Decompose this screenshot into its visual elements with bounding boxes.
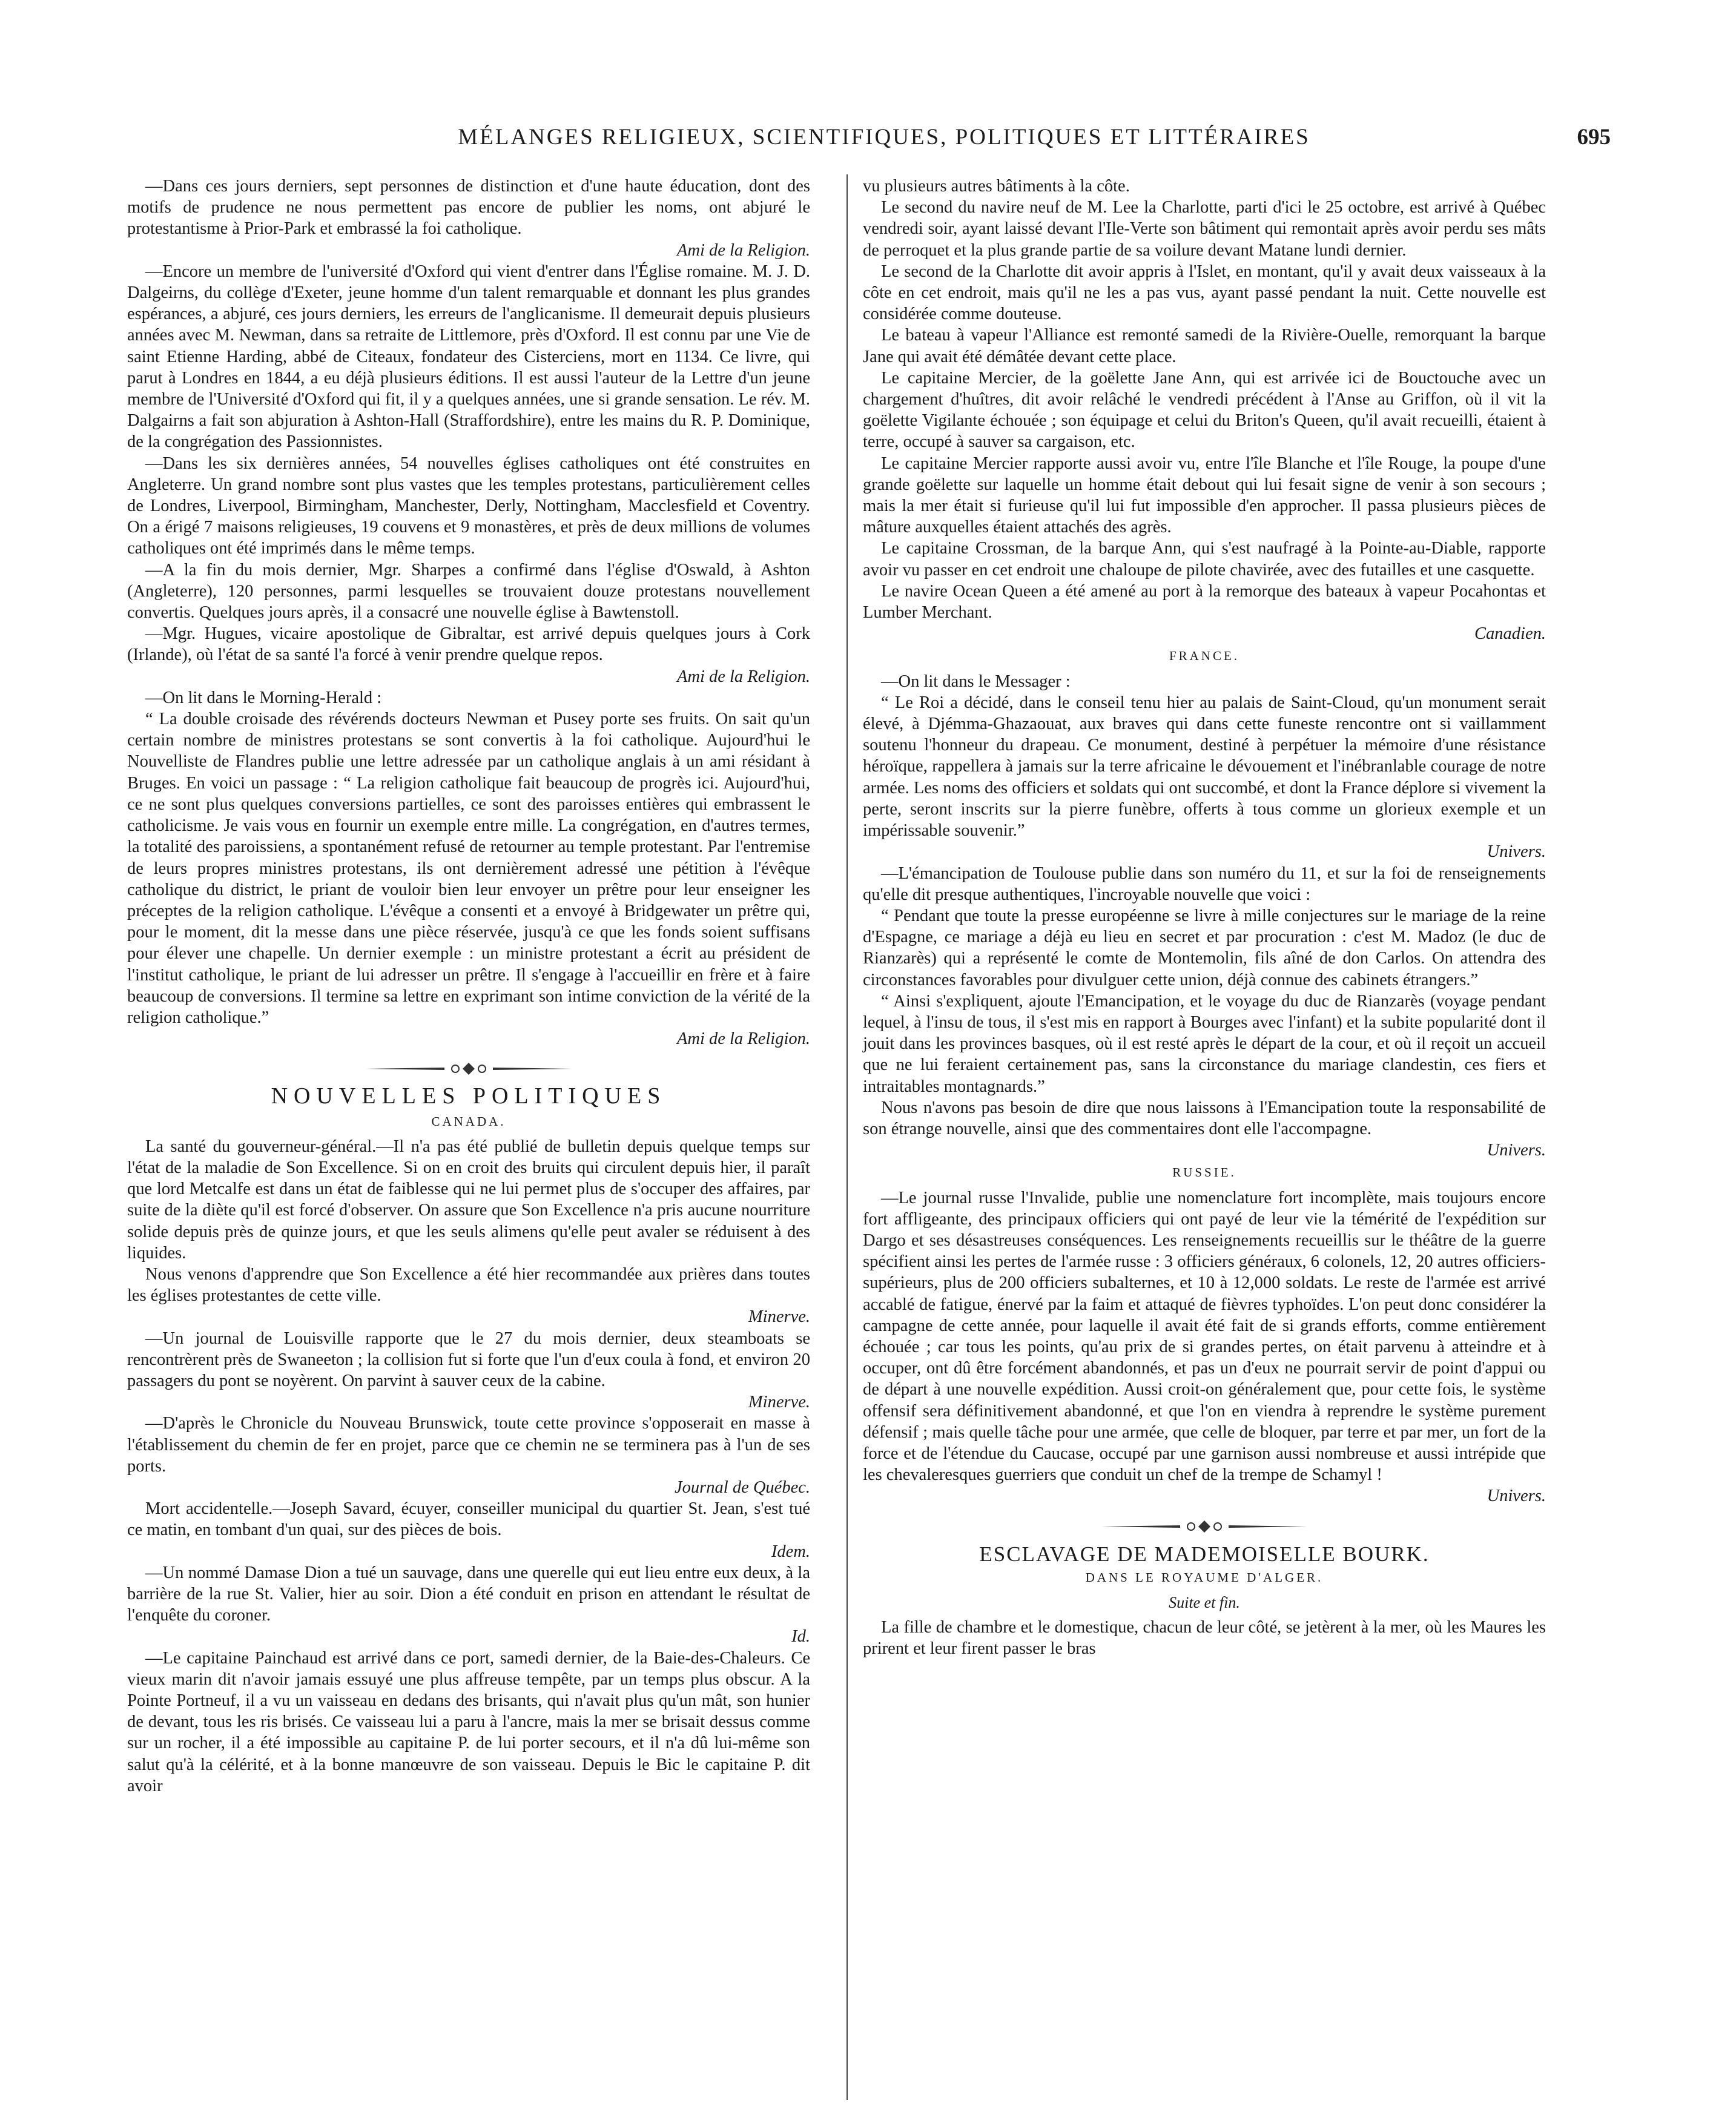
feuilleton-title: ESCLAVAGE DE MADEMOISELLE BOURK. [979,1542,1430,1566]
news-item: —Un journal de Louisville rapporte que le 27 du mois dernier, deux steamboats se rencontrèrent près de Swaneeton ; la collision fut si forte que l'un d'eux coula à fond, et environ 20 passagers du pont se noyèrent. On parvint à sauver ceux de la cabine. [127,1329,810,1390]
article-source: Ami de la Religion. [676,240,810,260]
page-number: 695 [1577,125,1611,150]
article: “ La double croisade des révérends docteurs Newman et Pusey porte ses fruits. On sait qu'un certain nombre de ministres protestans se sont convertis à la foi catholique. Aujourd'hui le Nouvelliste de Flandres publie une lettre adressée par un catholique anglais à un ami résidant à Bruges. En voici un passage : “ La religion catholique fait beaucoup de progrès ici. Aujourd'hui, ce ne sont plus quelques conversions partielles, ce sont des paroisses entières qui embrassent le catholicisme. Je vais vous en fournir un exemple entre mille. La congrégation, en d'autres termes, la totalité des paroissiens, a spontanément refusé de retourner au temple protestant. Par l'entremise de leurs propres ministres protestans, ils ont dernièrement adressé une pétition à l'évêque catholique du district, le priant de vouloir bien leur envoyer un prêtre pour leur enseigner les préceptes de la religion catholique. L'évêque a consenti et a envoyé à Bridgewater un prêtre qui, pour le moment, dit la messe dans une pièce réservée, jusqu'à ce que les fonds soient suffisans pour élever une chapelle. Un dernier exemple : un ministre protestant a écrit au président de l'institut catholique, le priant de lui adresser un prêtre. Il s'engage à l'accueillir en frère et à faire beaucoup de conversions. Il termine sa lettre en exprimant son intime conviction de la vérité de la religion catholique.” [127,710,810,1027]
news-source: Id. [791,1627,810,1646]
article: —Dans les six dernières années, 54 nouvelles églises catholiques ont été construites en Angleterre. Un grand nombre sont plus vastes que les temples protestans, particulièrement celles de Londres, Liverpool, Birmingham, Manchester, Derly, Nottingham, Macclesfield et Coventry. On a érigé 7 maisons religieuses, 19 couvens et 9 monastères, et près de deux millions de volumes catholiques ont été imprimés dans le même temps. [127,454,810,558]
news-item: La santé du gouverneur-général.—Il n'a pas été publié de bulletin depuis quelque temps sur l'état de la maladie de Son Excellence. Si on en croit des bruits qui circulent depuis hier, il paraît que lord Metcalfe est dans un état de faiblesse qui ne lui permet plus de s'occuper des affaires, par suite de la diète qu'il est forcé d'observer. On assure que Son Excellence n'a pris aucune nourriture solide depuis près de quinze jours, et que les seuls alimens qu'elle peut avaler se réduisent à des liquides. [127,1137,810,1263]
news-item: Le bateau à vapeur l'Alliance est remonté samedi de la Rivière-Ouelle, remorquant la barque Jane qui avait été démâtée devant cette place. [863,326,1546,366]
ornament-divider [360,1060,578,1077]
news-item: —Le journal russe l'Invalide, publie une nomenclature fort incomplète, mais toujours encore fort affligeante, des principaux officiers qui ont payé de leur vie la témérité de l'expédition sur Dargo et ses désastreuses conséquences. Les renseignements recueillis sur le théâtre de la guerre spécifient ainsi les pertes de l'armée russe : 3 officiers généraux, 6 colonels, 12, 20 autres officiers-supérieurs, plus de 200 officiers subalternes, et 10 à 12,000 soldats. Le reste de l'armée est arrivé accablé de fatigue, énervé par la faim et attaqué de fièvres typhoïdes. L'on peut donc considérer la campagne de cette année, pour laquelle il avait été fait de si grands efforts, comme entièrement échouée ; car tous les points, qu'au prix de si grandes pertes, on était parvenu à atteindre et à occuper, ont dû être forcément abandonnés, et pas un d'eux ne pourrait servir de point d'appui ou de départ à une nouvelle expédition. Aussi croit-on généralement que, pour cette fois, le système offensif sera définitivement abandonné, et que l'on en viendra à reprendre le système purement défensif ; mais quelle tâche pour une armée, que celle de bloquer, par terre et par mer, un fort de la force et de l'étendue du Caucase, occupé par une garnison aussi nombreuse et aussi intrépide que les chevaleresques guerriers que conduit un chef de la trempe de Schamyl ! [863,1188,1546,1485]
ornament-divider [1095,1518,1313,1535]
news-source: Univers. [1487,1487,1546,1506]
news-source: Minerve. [748,1307,810,1327]
news-item: Le capitaine Crossman, de la barque Ann, qui s'est naufragé à la Pointe-au-Diable, rapporte avoir vu passer en cet endroit une chaloupe de pilote chavirée, avec des futailles et une casquette. [863,539,1546,579]
feuilleton-note: Suite et fin. [1169,1594,1240,1611]
news-item: Le second du navire neuf de M. Lee la Charlotte, parti d'ici le 25 octobre, est arrivé à Québec vendredi soir, ayant laissé devant l'Ile-Verte son bâtiment qui remontait après avoir perdu ses mâts de perroquet et la plus grande partie de sa voilure devant Matane lundi dernier. [863,198,1546,260]
canada-news [127,1136,810,1797]
left-column [127,176,810,1797]
news-source: Canadien. [1474,624,1546,644]
news-item: Mort accidentelle.—Joseph Savard, écuyer, conseiller municipal du quartier St. Jean, s'est tué ce matin, en tombant d'un quai, sur des pièces de bois. [127,1499,810,1540]
feuilleton-text: La fille de chambre et le domestique, chacun de leur côté, se jetèrent à la mer, où les Maures les prirent et leur firent passer le bras [863,1618,1546,1659]
news-item: Nous venons d'apprendre que Son Excellence a été hier recommandée aux prières dans toutes les églises protestantes de cette ville. [127,1264,810,1306]
religious-news [127,176,810,1049]
running-title: MÉLANGES RELIGIEUX, SCIENTIFIQUES, POLITIQUES ET LITTÉRAIRES [458,125,1310,150]
page-header [157,124,1611,160]
news-source: Univers. [1487,1141,1546,1160]
news-source: Minerve. [748,1393,810,1412]
news-item: Le capitaine Mercier rapporte aussi avoir vu, entre l'île Blanche et l'île Rouge, la poupe d'une grande goëlette sur laquelle un homme était debout qui lui fesait signe de venir à son secours ; mais la mer était si furieuse qu'il lui fut impossible d'en approcher. Il passa plusieurs pièces de mâture auxquelles étaient attachés des agrès. [863,454,1546,537]
news-item: “ Pendant que toute la presse européenne se livre à mille conjectures sur le mariage de la reine d'Espagne, ce mariage a déjà eu lieu en secret et par procuration : c'est M. Madoz (le duc de Rianzarès) qui a représenté le comte de Montemolin, fils aîné de don Carlos. On attendra des circonstances favorables pour divulguer cette union, déjà connue des cabinets étrangers.” [863,906,1546,989]
russie-heading: RUSSIE. [1172,1165,1236,1180]
news-item: “ Ainsi s'expliquent, ajoute l'Emancipation, et le voyage du duc de Rianzarès (voyage pendant lequel, à l'insu de tous, il s'est mis en rapport à Bourges avec l'infant) et la subite popularité dont il jouit dans les provinces basques, où il est resté après le départ de la cour, et où il reçoit un accueil que ne lui feraient certainement pas, sans la circonstance du mariage clandestin, ces fiers et intraitables montagnards.” [863,991,1546,1096]
canada-news-continued [863,176,1546,644]
news-source: Univers. [1487,842,1546,862]
news-item: Le second de la Charlotte dit avoir appris à l'Islet, en montant, qu'il y avait deux vaisseaux à la côte en cet endroit, mais qu'il ne les a pas vus, ayant passé pendant la nuit. Cette nouvelle est considérée comme douteuse. [863,262,1546,324]
article: —A la fin du mois dernier, Mgr. Sharpes a confirmé dans l'église d'Oswald, à Ashton (Angleterre), 120 personnes, parmi lesquelles se trouvaient douze protestans nouvellement convertis. Quelques jours après, il a consacré une nouvelle église à Bawtenstoll. [127,560,810,622]
column-divider [847,174,848,2100]
news-item: “ Le Roi a décidé, dans le conseil tenu hier au palais de Saint-Cloud, qu'un monument serait élevé, à Djémma-Ghazaouat, aux braves qui dans cette funeste rencontre ont si vaillamment soutenu l'honneur du drapeau. Ce monument, destiné à perpétuer la mémoire d'une résistance héroïque, rappellera à jamais sur la terre africaine le dévouement et l'inébranlable courage de notre armée. Les noms des officiers et soldats qui ont succombé, et dont la France déplore si vivement la perte, seront inscrits sur la pierre funèbre, offerts à tous comme un glorieux exemple et un impérissable souvenir.” [863,693,1546,840]
news-item: vu plusieurs autres bâtiments à la côte. [863,177,1130,196]
section-title: NOUVELLES POLITIQUES [271,1083,667,1109]
news-item: Le navire Ocean Queen a été amené au port à la remorque des bateaux à vapeur Pocahontas et Lumber Merchant. [863,581,1546,622]
news-item: —On lit dans le Messager : [881,672,1071,691]
article: —On lit dans le Morning-Herald : [145,688,382,707]
news-item: Le capitaine Mercier, de la goëlette Jane Ann, qui est arrivée ici de Bouctouche avec un chargement d'huîtres, dit avoir relâché le vendredi précédent à l'Anse au Griffon, où il vit la goëlette Vigilante échouée ; son équipage et celui du Briton's Queen, qu'il avait recueilli, étaient à terre, occupé à sauver sa cargaison, etc. [863,368,1546,452]
section-subtitle: CANADA. [431,1114,506,1129]
news-source: Idem. [771,1542,810,1561]
news-source: Journal de Québec. [675,1478,810,1497]
feuilleton-subtitle: DANS LE ROYAUME D'ALGER. [1085,1570,1324,1585]
article: —Mgr. Hugues, vicaire apostolique de Gibraltar, est arrivé depuis quelques jours à Cork (Irlande), où l'état de sa santé l'a forcé à venir prendre quelque repos. [127,624,810,665]
article-source: Ami de la Religion. [676,1029,810,1049]
news-item: Nous n'avons pas besoin de dire que nous laissons à l'Emancipation toute la responsabilité de son étrange nouvelle, ainsi que des commentaires dont elle l'accompagne. [863,1098,1546,1138]
news-item: —L'émancipation de Toulouse publie dans son numéro du 11, et sur la foi de renseignements qu'elle dit presque authentiques, l'incroyable nouvelle que voici : [863,863,1546,904]
news-item: —Le capitaine Painchaud est arrivé dans ce port, samedi dernier, de la Baie-des-Chaleurs. Ce vieux marin dit n'avoir jamais essuyé une plus affreuse tempête, par un temps plus obscur. A la Pointe Portneuf, il a vu un vaisseau en dedans des brisants, qui n'avait plus qu'un mât, son hunier de devant, tous les ris brisés. Ce vaisseau lui a paru à l'ancre, mais la mer se brisait dessus comme sur un rocher, il a été impossible au capitaine P. de lui porter secours, et il n'a dû lui-même son salut qu'à la célérité, et à la bonne manœuvre de son vaisseau. Depuis le Bic le capitaine P. dit avoir [127,1648,810,1795]
article: —Dans ces jours derniers, sept personnes de distinction et d'une haute éducation, dont des motifs de prudence ne nous permettent pas encore de publier les noms, ont abjuré le protestantisme à Prior-Park et embrassé la foi catholique. [127,177,810,239]
article-source: Ami de la Religion. [676,667,810,686]
russie-news [863,1187,1546,1507]
news-item: —Un nommé Damase Dion a tué un sauvage, dans une querelle qui eut lieu entre eux deux, à la barrière de la rue St. Valier, hier au soir. Dion a été conduit en prison en attendant le résultat de l'enquête du coroner. [127,1563,810,1625]
right-column [863,176,1546,1660]
article: —Encore un membre de l'université d'Oxford qui vient d'entrer dans l'Église romaine. M. J. D. Dalgeirns, du collège d'Exeter, jeune homme d'un talent remarquable et donnant les plus grandes espérances, a abjuré, ces jours derniers, les erreurs de l'anglicanisme. Il demeurait depuis plusieurs années avec M. Newman, dans sa retraite de Littlemore, près d'Oxford. Il est connu par une Vie de saint Etienne Harding, abbé de Citeaux, fondateur des Cisterciens, mort en 1134. Ce livre, qui parut à Londres en 1844, a eu déjà plusieurs éditions. Il est aussi l'auteur de la Lettre d'un jeune membre de l'Université d'Oxford qui fit, il y a quelques années, une si grande sensation. Le rév. M. Dalgairns a fait son abjuration à Ashton-Hall (Straffordshire), entre les mains du R. P. Dominique, de la congrégation des Passionnistes. [127,262,810,452]
news-item: —D'après le Chronicle du Nouveau Brunswick, toute cette province s'opposerait en masse à l'établissement du chemin de fer en projet, parce que ce chemin ne se terminera pas à l'un de ses ports. [127,1414,810,1476]
france-heading: FRANCE. [1169,649,1240,664]
france-news [863,671,1546,1161]
